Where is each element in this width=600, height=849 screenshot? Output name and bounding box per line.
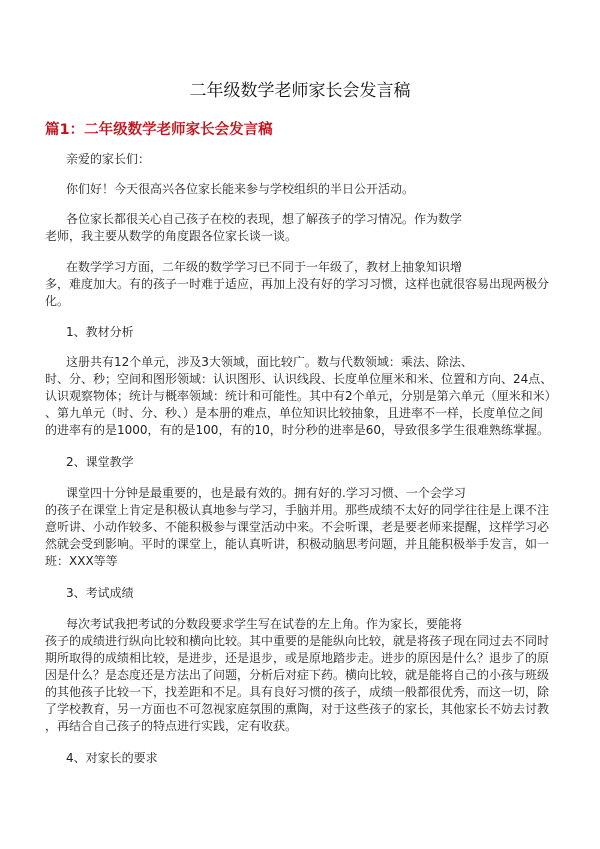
paragraph-line: ，再结合自己孩子的特点进行实践，定有收获。 (45, 719, 298, 733)
section-heading-2: 2、课堂教学 (66, 455, 134, 469)
paragraph-line: 的其他孩子比较一下，找差距和不足。具有良好习惯的孩子，成绩一般都很优秀，而这一切，除 (45, 685, 550, 699)
paragraph-line: 的进率有的是1000，有的是100，有的10，时分秒的进率是60，导致很多学生很难熟练掌握。 (45, 423, 549, 437)
section-heading-4: 4、对家长的要求 (66, 751, 158, 765)
paragraph-line: 每次考试我把考试的分数段要求学生写在试卷的左上角。作为家长，要能将 (66, 617, 463, 631)
paragraph-line: 课堂四十分钟是最重要的，也是最有效的。拥有好的.学习习惯、一个会学习 (66, 486, 466, 500)
paragraph-line: 班：XXX等等 (45, 554, 118, 568)
section-heading: 篇1：二年级数学老师家长会发言稿 (45, 122, 273, 138)
paragraph-line: 各位家长都很关心自己孩子在校的表现，想了解孩子的学习情况。作为数学 (66, 212, 463, 226)
paragraph-line: 期所取得的成绩相比较，是进步，还是退步，或是原地踏步走。进步的原因是什么？退步了的原 (45, 651, 550, 665)
paragraph-line: 这册共有12个单元，涉及3大领域，面比较广。数与代数领域：乘法、除法、 (66, 355, 473, 369)
paragraph-line: 时、分、秒；空间和图形领域：认识图形、认识线段、长度单位厘米和米、位置和方向、24点、 (45, 372, 553, 386)
paragraph-line: 然就会受到影响。平时的课堂上，能认真听讲，积极动脑思考问题，并且能积极举手发言，如一 (45, 537, 550, 551)
paragraph-line: 了学校教育，另一方面也不可忽视家庭氛围的熏陶，对于这些孩子的家长，其他家长不妨去讨教 (45, 702, 550, 716)
paragraph-line: 你们好！今天很高兴各位家长能来参与学校组织的半日公开活动。 (66, 182, 415, 196)
paragraph-line: 因是什么？是态度还是方法出了问题，分析后对症下药。横向比较，就是能将自己的小孩与班级 (45, 668, 550, 682)
paragraph-line: 的孩子在课堂上肯定是积极认真地参与学习，手脑并用。那些成绩不太好的同学往往是上课不注 (45, 503, 550, 517)
paragraph-line: 在数学学习方面，二年级的数学学习已不同于一年级了，教材上抽象知识增 (66, 260, 463, 274)
paragraph-line: 多，难度加大。有的孩子一时难于适应，再加上没有好的学习习惯，这样也就很容易出现两极分 (45, 277, 550, 291)
document-title: 二年级数学老师家长会发言稿 (189, 81, 411, 101)
section-heading-1: 1、教材分析 (66, 325, 134, 339)
salutation: 亲爱的家长们： (66, 152, 151, 166)
paragraph-line: 意听讲、小动作较多、不能积极参与课堂活动中来。不会听课，老是要老师来提醒，这样学习必 (45, 520, 550, 534)
paragraph-line: 化。 (45, 294, 70, 308)
paragraph-line: 孩子的成绩进行纵向比较和横向比较。其中重要的是能纵向比较，就是将孩子现在同过去不同时 (45, 634, 550, 648)
paragraph-line: 、第九单元（时、分、秒、）是本册的难点，单位知识比较抽象，且进率不一样，长度单位之间 (45, 406, 544, 420)
paragraph-line: 老师，我主要从数学的角度跟各位家长谈一谈。 (45, 229, 298, 243)
paragraph-line: 认识观察物体；统计与概率领域：统计和可能性。其中有2个单元，分别是第六单元（厘米和米） (45, 389, 557, 403)
section-heading-3: 3、考试成绩 (66, 586, 134, 600)
